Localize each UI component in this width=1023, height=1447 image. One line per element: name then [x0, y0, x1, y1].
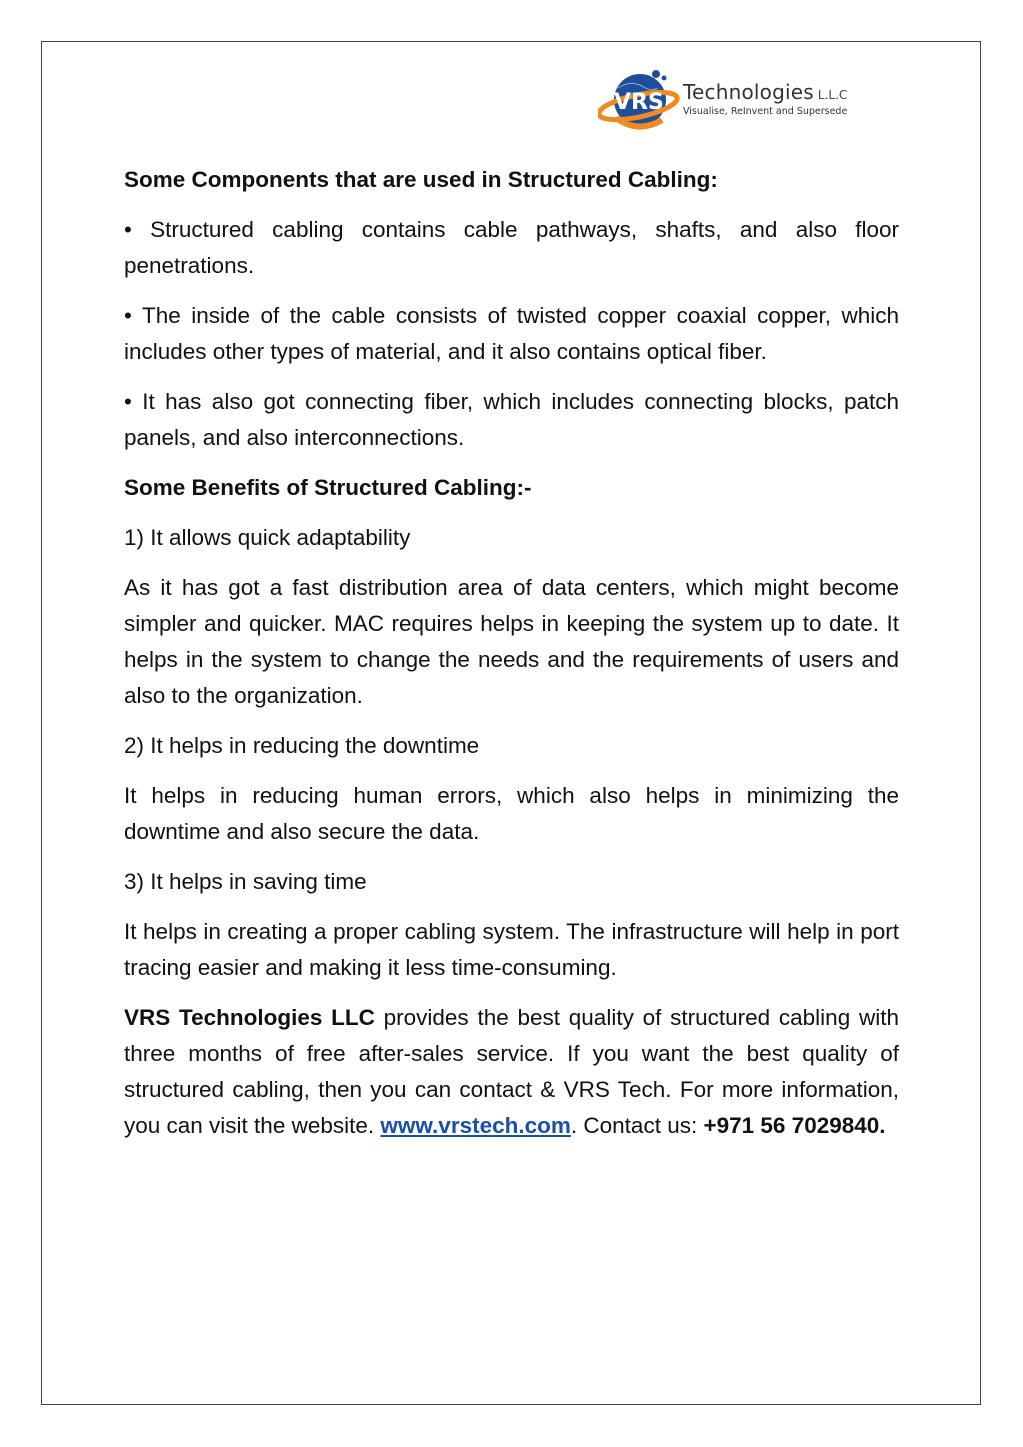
benefit-body: It helps in creating a proper cabling system. The infrastructure will help in port tracing easier and making it less time-consuming. — [124, 919, 899, 980]
logo-suffix: L.L.C — [817, 88, 848, 102]
logo-name: Technologies — [683, 80, 814, 104]
company-name: VRS Technologies LLC — [124, 1005, 375, 1030]
logo-tagline: Visualise, ReInvent and Supersede — [683, 106, 848, 117]
document-body — [124, 162, 899, 1158]
components-heading: Some Components that are used in Structured Cabling: — [124, 167, 718, 192]
contact-phone: +971 56 7029840. — [703, 1113, 886, 1138]
company-logo — [598, 66, 868, 136]
benefit-title: 3) It helps in saving time — [124, 869, 367, 894]
contact-label: Contact us: — [583, 1113, 704, 1138]
benefit-body: As it has got a fast distribution area of data centers, which might become simpler and quicker. MAC requires helps in keeping the system up to date. It helps in the system to change the needs and the requirements of users and also to the organization. — [124, 575, 899, 708]
components-bullet: • Structured cabling contains cable pathways, shafts, and also floor penetrations. — [124, 217, 899, 278]
website-link[interactable]: www.vrstech.com — [380, 1113, 571, 1138]
closing-period: . — [570, 1113, 578, 1138]
benefit-body: It helps in reducing human errors, which also helps in minimizing the downtime and also secure the data. — [124, 783, 899, 844]
closing-text: provides the best quality of structured cabling with three months of free after-sales service. If you want the best quality of structured cabling, then you can contact & VRS Tech. For more information, you can visit the website. — [124, 1005, 899, 1138]
logo-mark-text: VRS — [614, 90, 664, 115]
benefit-title: 1) It allows quick adaptability — [124, 525, 411, 550]
components-bullet: • It has also got connecting fiber, which includes connecting blocks, patch panels, and also interconnections. — [124, 389, 899, 450]
benefit-title: 2) It helps in reducing the downtime — [124, 733, 480, 758]
benefits-heading: Some Benefits of Structured Cabling:- — [124, 475, 532, 500]
closing-paragraph — [124, 1000, 899, 1144]
components-bullet: • The inside of the cable consists of twisted copper coaxial copper, which includes other types of material, and it also contains optical fiber. — [124, 303, 899, 364]
vrs-globe-logo-icon — [598, 66, 688, 136]
